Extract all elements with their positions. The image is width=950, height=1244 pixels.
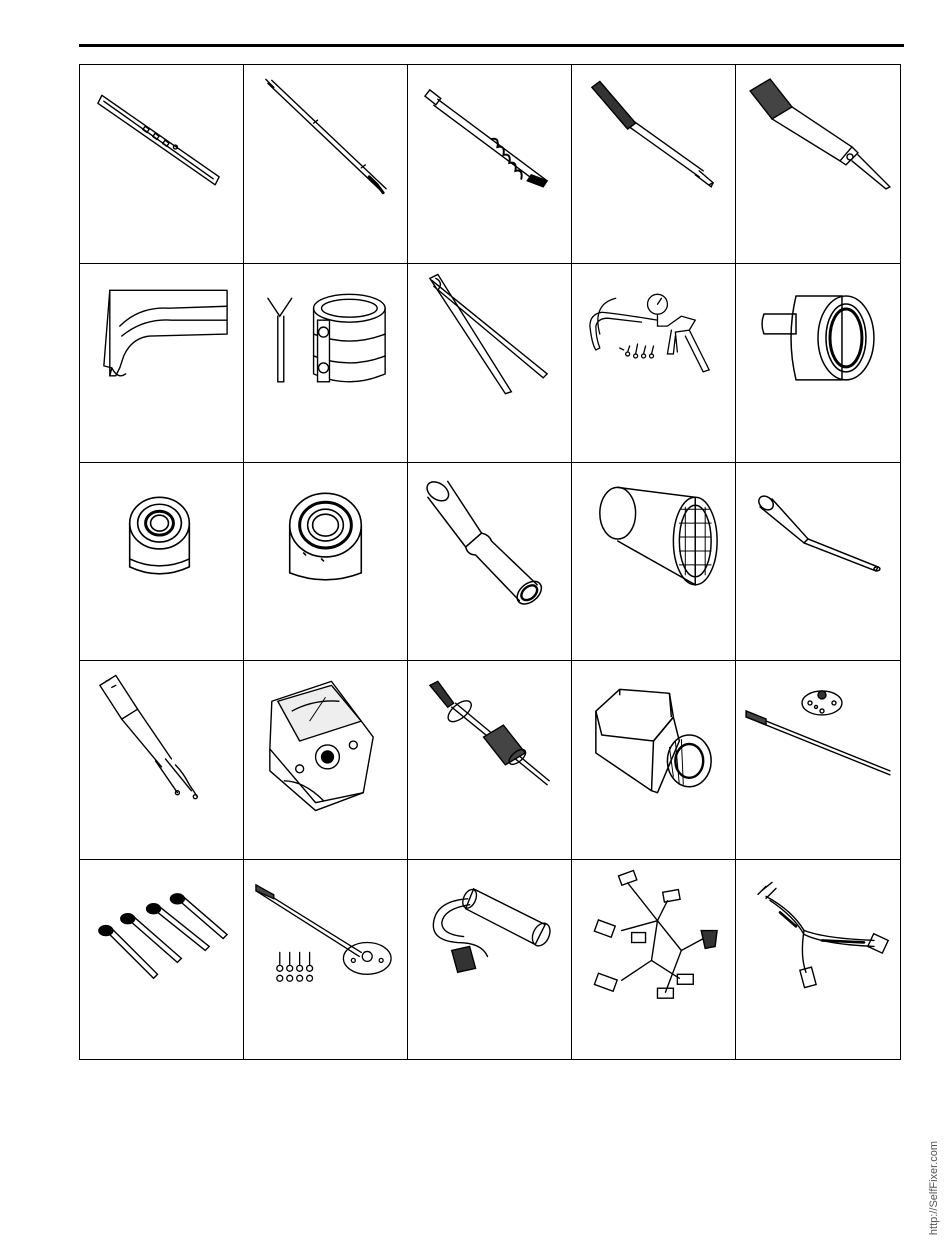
tool-cell	[244, 65, 408, 264]
tool-cell	[244, 264, 408, 463]
splined-socket-icon	[572, 463, 735, 661]
puller-kit-icon	[244, 860, 407, 1059]
tool-cell	[736, 65, 900, 264]
tool-cell	[572, 264, 736, 463]
bolts-set-icon	[80, 860, 243, 1059]
flat-gauge-bar-icon	[80, 65, 243, 263]
watermark-text: http://SelfFixer.com	[928, 1140, 940, 1236]
vacuum-pump-kit-icon	[572, 264, 735, 462]
pin-punch-icon	[736, 463, 900, 661]
tool-cell	[408, 65, 572, 264]
knurled-handle-tool-icon	[736, 65, 900, 263]
tool-cell	[736, 661, 900, 860]
reamer-icon	[408, 65, 571, 263]
tool-cell	[80, 860, 244, 1059]
long-thin-rod-icon	[244, 65, 407, 263]
deep-socket-icon	[408, 463, 571, 661]
tool-cell	[80, 264, 244, 463]
tool-cell	[736, 463, 900, 662]
tool-cell	[736, 860, 900, 1059]
tool-cell	[572, 860, 736, 1059]
tool-cell	[80, 65, 244, 264]
header-rule	[79, 44, 904, 47]
threaded-adapter-icon	[572, 661, 735, 859]
tool-cell	[244, 661, 408, 860]
special-tools-grid	[79, 64, 901, 1060]
tool-cell	[572, 463, 736, 662]
watermark	[925, 1138, 943, 1238]
tool-cell	[572, 65, 736, 264]
tool-cell	[408, 264, 572, 463]
y-adapter-harness-icon	[736, 860, 900, 1059]
tool-cell	[244, 463, 408, 662]
cylindrical-installer-icon	[736, 264, 900, 462]
tool-cell	[80, 463, 244, 662]
tool-cell	[736, 264, 900, 463]
tool-cell	[80, 661, 244, 860]
knurled-drift-punch-icon	[572, 65, 735, 263]
wiring-harness-icon	[572, 860, 735, 1059]
tool-cell	[244, 860, 408, 1059]
hook-bracket-tool-icon	[80, 264, 243, 462]
test-light-probe-icon	[408, 860, 571, 1059]
slide-hammer-icon	[408, 661, 571, 859]
piston-ring-compressor-icon	[244, 264, 407, 462]
tool-cell	[408, 860, 572, 1059]
multimeter-icon	[244, 661, 407, 859]
puller-rod-with-plate-icon	[736, 661, 900, 859]
connector-release-tool-icon	[80, 661, 243, 859]
seal-pusher-large-icon	[244, 463, 407, 661]
tool-cell	[408, 463, 572, 662]
seal-pusher-small-icon	[80, 463, 243, 661]
tool-cell	[408, 661, 572, 860]
tweezers-icon	[408, 264, 571, 462]
tool-cell	[572, 661, 736, 860]
